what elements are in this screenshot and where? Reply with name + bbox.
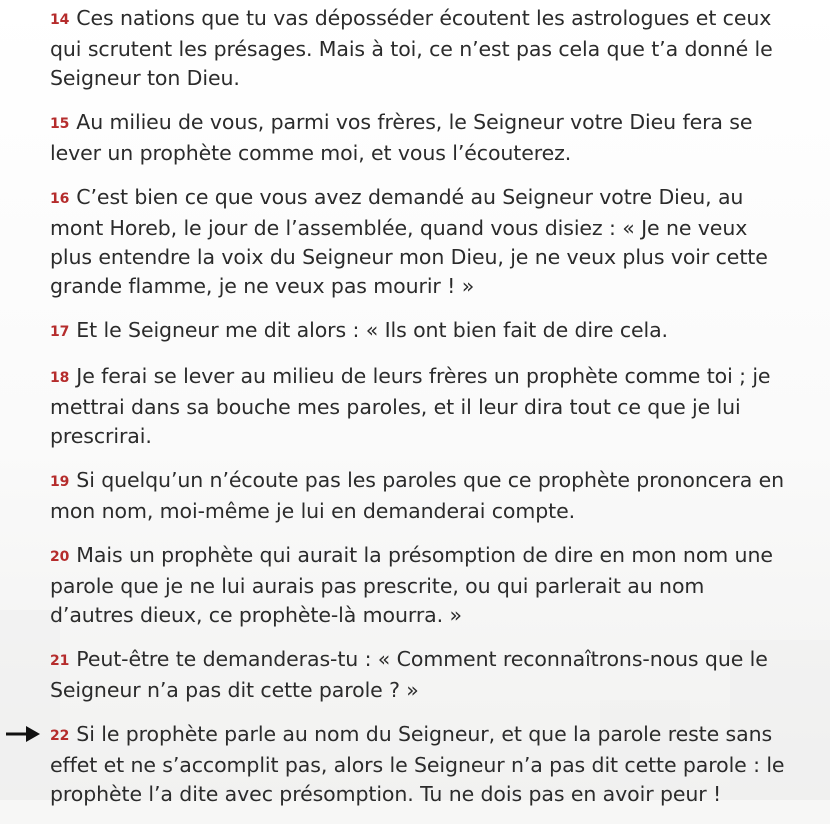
verse-text: Au milieu de vous, parmi vos frères, le Seigneur votre Dieu fera se lever un prophète comme moi, et vous l’écouterez. bbox=[50, 110, 753, 165]
verse-19 bbox=[50, 466, 785, 526]
verse-18 bbox=[50, 362, 785, 451]
verse-text: C’est bien ce que vous avez demandé au Seigneur votre Dieu, au mont Horeb, le jour de l’assemblée, quand vous disiez : « Je ne veux plus entendre la voix du Seigneur mon Dieu, je ne veux plus voir cette grande flamme, je ne veux pas mourir ! » bbox=[50, 185, 768, 298]
verse-15 bbox=[50, 108, 785, 168]
verse-number: 21 bbox=[50, 653, 70, 669]
scripture-passage bbox=[50, 4, 785, 824]
verse-14 bbox=[50, 4, 785, 93]
verse-number: 17 bbox=[50, 324, 70, 340]
verse-text: Peut-être te demanderas-tu : « Comment reconnaîtrons-nous que le Seigneur n’a pas dit cette parole ? » bbox=[50, 647, 768, 702]
verse-number: 14 bbox=[50, 12, 70, 28]
verse-text: Si le prophète parle au nom du Seigneur, et que la parole reste sans effet et ne s’accomplit pas, alors le Seigneur n’a pas dit cette parole : le prophète l’a dite avec présomption. Tu ne dois pas en avoir peur ! bbox=[50, 722, 785, 806]
verse-21 bbox=[50, 645, 785, 705]
verse-number: 22 bbox=[50, 728, 70, 744]
arrow-right-icon bbox=[4, 721, 42, 747]
verse-number: 20 bbox=[50, 549, 70, 565]
verse-22 bbox=[50, 720, 785, 809]
verse-text: Si quelqu’un n’écoute pas les paroles que ce prophète prononcera en mon nom, moi-même je lui en demanderai compte. bbox=[50, 468, 785, 523]
verse-number: 15 bbox=[50, 116, 70, 132]
verse-text: Je ferai se lever au milieu de leurs frères un prophète comme toi ; je mettrai dans sa bouche mes paroles, et il leur dira tout ce que je lui prescrirai. bbox=[50, 364, 771, 448]
verse-number: 18 bbox=[50, 370, 70, 386]
verse-text: Mais un prophète qui aurait la présomption de dire en mon nom une parole que je ne lui aurais pas prescrite, ou qui parlerait au nom d’autres dieux, ce prophète-là mourra. » bbox=[50, 543, 773, 627]
verse-17 bbox=[50, 316, 785, 347]
verse-16 bbox=[50, 183, 785, 301]
verse-number: 19 bbox=[50, 474, 70, 490]
verse-20 bbox=[50, 541, 785, 630]
verse-text: Et le Seigneur me dit alors : « Ils ont bien fait de dire cela. bbox=[76, 318, 668, 342]
verse-text: Ces nations que tu vas déposséder écoutent les astrologues et ceux qui scrutent les présages. Mais à toi, ce n’est pas cela que t’a donné le Seigneur ton Dieu. bbox=[50, 6, 773, 90]
verse-number: 16 bbox=[50, 191, 70, 207]
